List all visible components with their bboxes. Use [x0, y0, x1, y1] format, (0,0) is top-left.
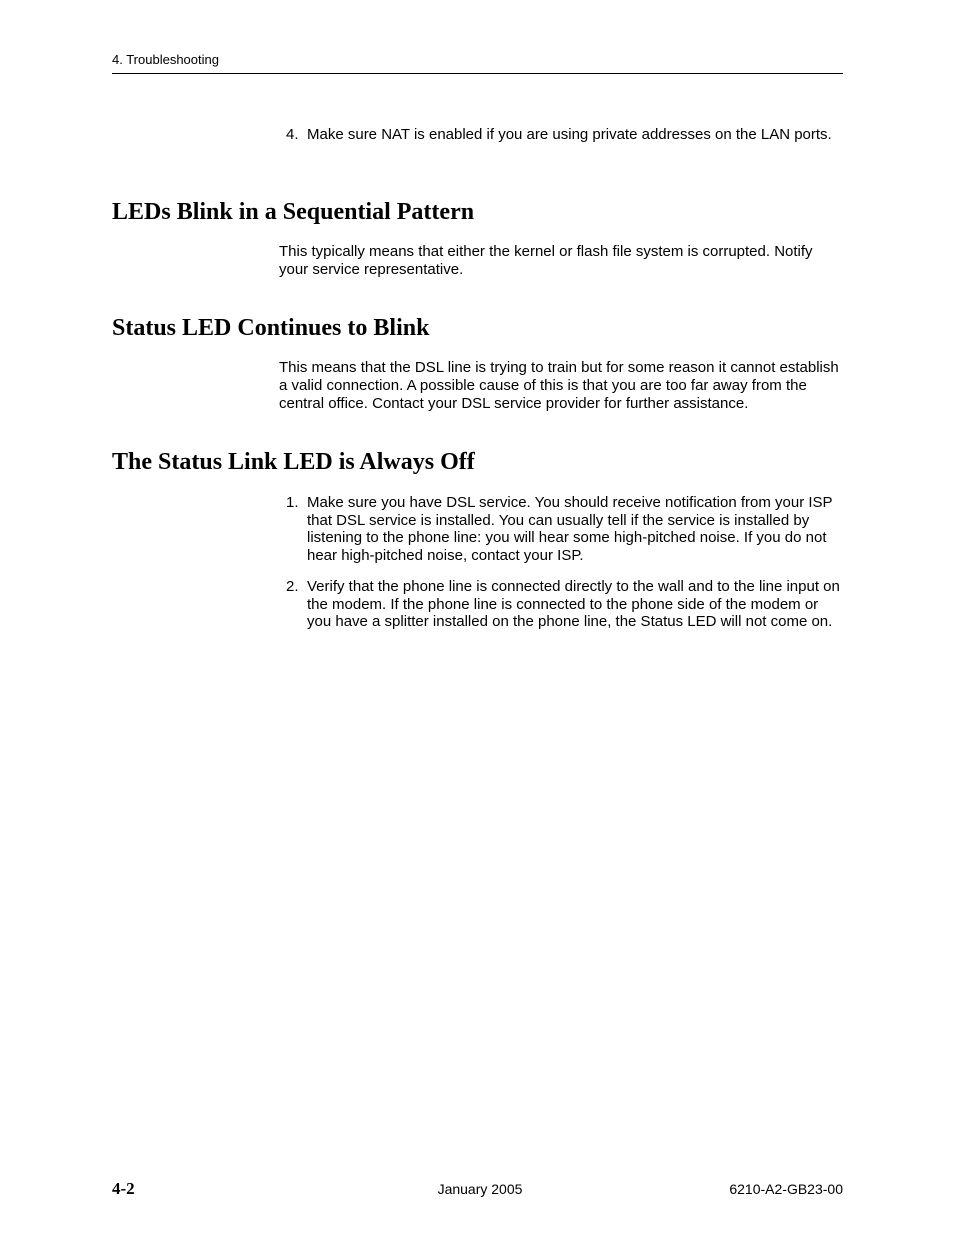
section-heading-status-link-off: The Status Link LED is Always Off [112, 449, 475, 475]
list-item [279, 494, 843, 564]
section-body-leds-blink: This typically means that either the kernel or flash file system is corrupted. Notify your service representative. [279, 243, 813, 278]
list-item [279, 126, 843, 144]
list-item-text: Verify that the phone line is connected directly to the wall and to the line input on the modem. If the phone line is connected to the phone side of the modem or you have a splitter installed on the phone line, the Status LED will not come on. [307, 578, 840, 630]
status-link-steps [279, 494, 843, 631]
intro-list [279, 126, 843, 144]
list-item [279, 578, 843, 631]
running-header: 4. Troubleshooting [112, 52, 219, 67]
footer-date: January 2005 [437, 1181, 523, 1197]
list-item-number: 2. [286, 578, 299, 595]
footer-page-number: 4-2 [112, 1179, 135, 1198]
section-heading-leds-blink: LEDs Blink in a Sequential Pattern [112, 199, 475, 225]
footer-doc-number: 6210-A2-GB23-00 [729, 1181, 843, 1197]
list-item-number: 1. [286, 494, 299, 511]
header-rule [112, 73, 843, 74]
list-item-number: 4. [286, 126, 299, 143]
section-body-status-led-blink: This means that the DSL line is trying to train but for some reason it cannot establish a valid connection. A possible cause of this is that you are too far away from the central office. Contact your DSL service provider for further assistance. [279, 359, 839, 412]
list-item-text: Make sure you have DSL service. You should receive notification from your ISP that DSL service is installed. You can usually tell if the service is installed by listening to the phone line: you will hear some high-pitched noise. If you do not hear high-pitched noise, contact your ISP. [307, 494, 833, 564]
list-item-text: Make sure NAT is enabled if you are using private addresses on the LAN ports. [307, 126, 832, 143]
section-heading-status-led-blink: Status LED Continues to Blink [112, 315, 430, 341]
